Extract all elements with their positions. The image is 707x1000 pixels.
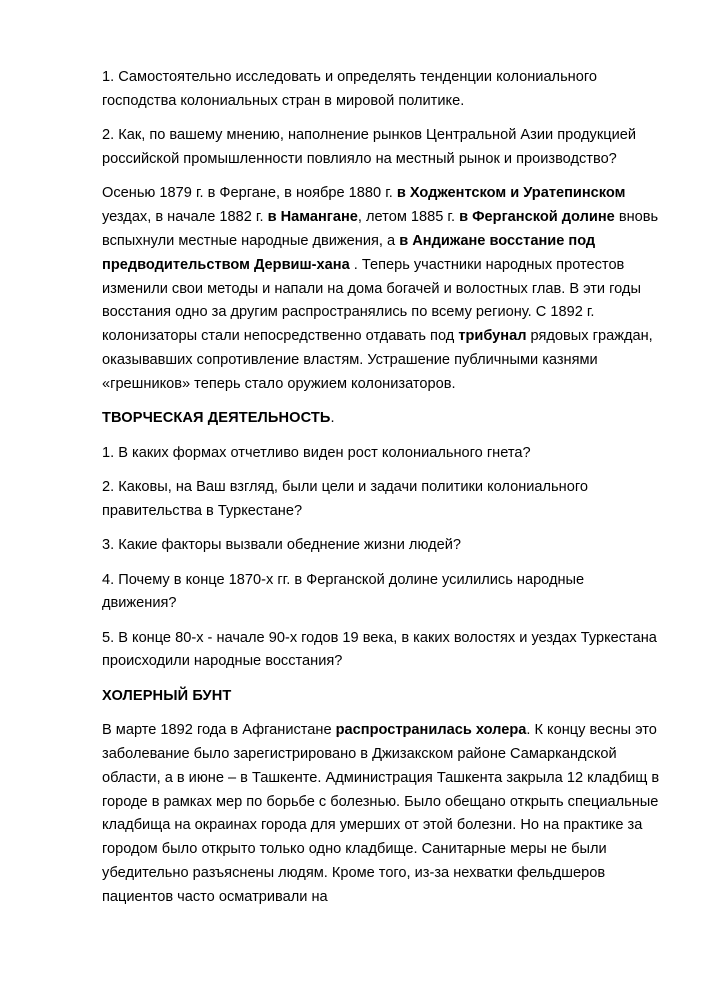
bold-span: в Андижане восстание под предводительством Дервиш-хана [102, 232, 596, 273]
heading-text: ТВОРЧЕСКАЯ ДЕЯТЕЛЬНОСТЬ [102, 410, 331, 427]
creative-question-3: 3. Какие факторы вызвали обеднение жизни людей? [102, 537, 461, 554]
bold-span: в Намангане [267, 209, 358, 226]
text-span: уездах, в начале 1882 г. [102, 209, 268, 226]
bold-span: трибунал [458, 328, 527, 345]
text-span: . К концу весны это заболевание было зарегистрировано в Джизакском районе Самаркандской области, а в июне – в Ташкенте. Администрация Ташкента закрыла 12 кладбищ в городе в рамках мер по борьбе с болезнью. Было обещано открыть специальные кладбища на окраинах города для умерших от этой болезни. Но на практике за городом было открыто только одно кладбище. Санитарные меры не были убедительно разъяснены людям. Кроме того, из-за нехватки фельдшеров пациентов часто осматривали на [102, 722, 660, 905]
text-span: В марте 1892 года в Афганистане [102, 722, 336, 739]
text-span: вновь вспыхнули местные народные движения, а [102, 209, 659, 249]
text-span: Осенью 1879 г. в Фергане, в ноябре 1880 г. [102, 185, 397, 202]
text-span: , летом 1885 г. [357, 209, 460, 226]
section-heading-creative [102, 407, 662, 431]
document-page [102, 66, 662, 920]
creative-question-2: 2. Каковы, на Ваш взгляд, были цели и задачи политики колониального правительства в Туркестане? [102, 478, 588, 519]
question-intro-1: 1. Самостоятельно исследовать и определять тенденции колониального господства колониальных стран в мировой политике. [102, 69, 597, 109]
bold-span: в Ферганской долине [459, 209, 615, 226]
text-span: . Теперь участники народных протестов изменили свои методы и напали на дома богачей и волостных глав. В эти годы восстания одно за другим распространялись по всему региону. С 1892 г. колонизаторы стали непосредственно отдавать под [102, 256, 641, 345]
bold-span: в Ходжентском и Уратепинском [396, 185, 626, 202]
creative-question-5: 5. В конце 80-х - начале 90-х годов 19 века, в каких волостях и уездах Туркестана происходили народные восстания? [102, 629, 657, 670]
creative-question-1: 1. В каких формах отчетливо виден рост колониального гнета? [102, 444, 531, 461]
question-intro-2: 2. Как, по вашему мнению, наполнение рынков Центральной Азии продукцией российской промышленности повлияло на местный рынок и производство? [102, 127, 637, 167]
heading-dot: . [330, 410, 335, 427]
bold-span: распространилась холера [335, 722, 527, 739]
paragraph-cholera [102, 719, 662, 909]
creative-question-4: 4. Почему в конце 1870-х гг. в Ферганской долине усилились народные движения? [102, 571, 585, 612]
section-heading-cholera: ХОЛЕРНЫЙ БУНТ [102, 687, 232, 704]
text-span: рядовых граждан, оказывавших сопротивление властям. Устрашение публичными казнями «грешников» теперь стало оружием колонизаторов. [102, 328, 653, 392]
paragraph-uprisings [102, 182, 662, 396]
